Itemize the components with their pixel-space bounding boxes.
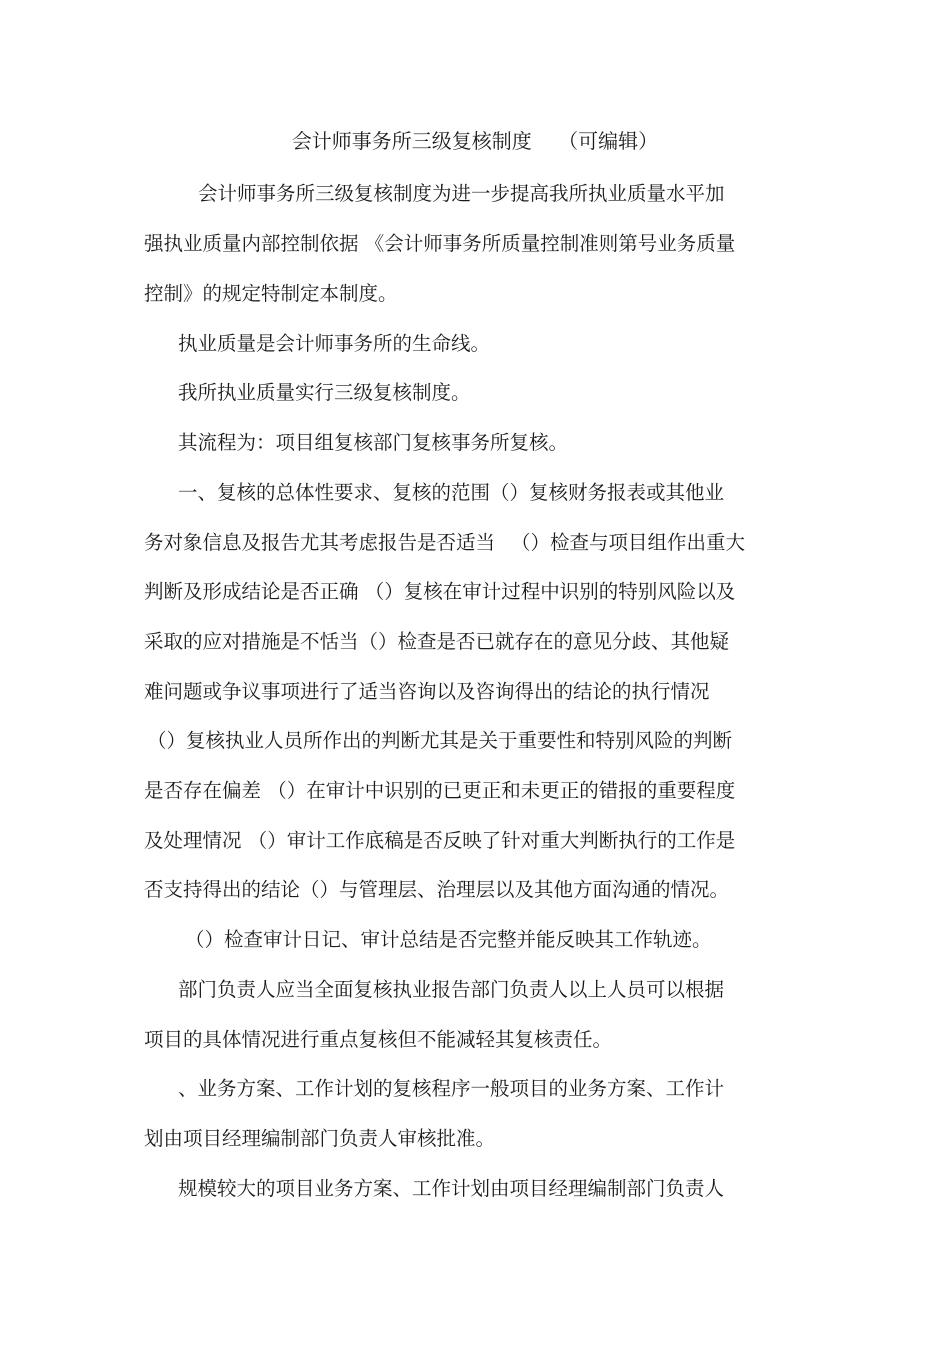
paragraph-line: 我所执业质量实行三级复核制度。 xyxy=(178,381,471,404)
paragraph-line: 部门负责人应当全面复核执业报告部门负责人以上人员可以根据 xyxy=(178,978,725,1001)
paragraph-line: 执业质量是会计师事务所的生命线。 xyxy=(178,332,491,355)
paragraph-line: 难问题或争议事项进行了适当咨询以及咨询得出的结论的执行情况 xyxy=(144,680,710,703)
paragraph-line: 划由项目经理编制部门负责人审核批准。 xyxy=(144,1127,496,1150)
paragraph-line: 否支持得出的结论（）与管理层、治理层以及其他方面沟通的情况。 xyxy=(144,878,730,901)
paragraph-line: 采取的应对措施是不恬当（）检查是否已就存在的意见分歧、其他疑 xyxy=(144,630,730,653)
paragraph-line: 一、复核的总体性要求、复核的范围（）复核财务报表或其他业 xyxy=(178,481,725,504)
paragraph-line: 判断及形成结论是否正确 （）复核在审计过程中识别的特别风险以及 xyxy=(144,580,736,603)
paragraph-line: 控制》的规定特制定本制度。 xyxy=(144,282,398,305)
document-title: 会计师事务所三级复核制度 （可编辑） xyxy=(291,129,659,153)
paragraph-line: （）检查审计日记、审计总结是否完整并能反映其工作轨迹。 xyxy=(185,928,712,951)
paragraph-line: 其流程为：项目组复核部门复核事务所复核。 xyxy=(178,431,569,454)
paragraph-line: 项目的具体情况进行重点复核但不能减轻其复核责任。 xyxy=(144,1028,613,1051)
paragraph-line: 是否存在偏差 （）在审计中识别的已更正和未更正的错报的重要程度 xyxy=(144,779,736,802)
paragraph-line: 会计师事务所三级复核制度为进一步提高我所执业质量水平加 xyxy=(198,182,725,205)
paragraph-line: 强执业质量内部控制依据 《会计师事务所质量控制准则第号业务质量 xyxy=(144,232,736,255)
paragraph-line: 务对象信息及报告尤其考虑报告是否适当 （）检查与项目组作出重大 xyxy=(144,531,745,554)
paragraph-line: 及处理情况 （）审计工作底稿是否反映了针对重大判断执行的工作是 xyxy=(144,829,736,852)
paragraph-line: 规模较大的项目业务方案、工作计划由项目经理编制部门负责人 xyxy=(178,1177,725,1200)
paragraph-line: 、业务方案、工作计划的复核程序一般项目的业务方案、工作计 xyxy=(178,1077,725,1100)
paragraph-line: （）复核执业人员所作出的判断尤其是关于重要性和特别风险的判断 xyxy=(147,729,733,752)
